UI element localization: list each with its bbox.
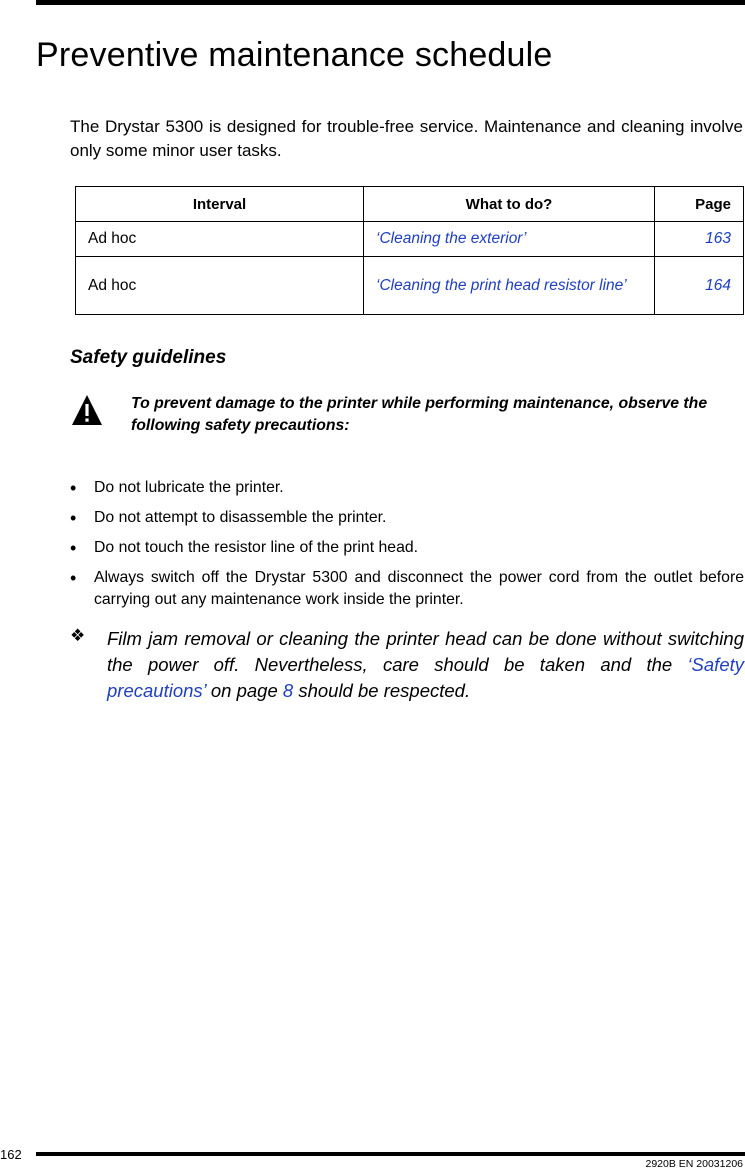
list-item [70, 507, 744, 529]
maintenance-schedule-table [75, 186, 744, 315]
bullet-icon: • [70, 508, 77, 528]
link-cleaning-exterior[interactable]: ‘Cleaning the exterior’ [376, 230, 527, 247]
bullet-icon: • [70, 538, 77, 558]
warning-triangle-icon [70, 393, 104, 427]
list-item [70, 537, 744, 559]
top-rule [36, 0, 745, 5]
link-page-8[interactable]: 8 [282, 680, 294, 701]
row-page-link[interactable] [655, 257, 744, 315]
note-text-middle: on page [205, 680, 283, 701]
link-page-164[interactable]: 164 [705, 276, 731, 294]
bullet-icon: • [70, 568, 77, 588]
row-interval: Ad hoc [76, 222, 364, 257]
note-block [70, 626, 744, 704]
note-text-after: should be respected. [293, 680, 471, 701]
header-what-to-do: What to do? [364, 187, 655, 222]
page-title: Preventive maintenance schedule [36, 36, 553, 74]
link-page-163[interactable]: 163 [705, 230, 731, 247]
note-text-before: Film jam removal or cleaning the printer head can be done without switching the power off. Nevertheless, care should be taken and the [107, 628, 744, 675]
safety-heading: Safety guidelines [70, 347, 227, 368]
row-interval: Ad hoc [76, 257, 364, 315]
bullet-text: Do not attempt to disassemble the printer. [94, 509, 387, 526]
bullet-icon: • [70, 478, 77, 498]
diamond-note-icon: ❖ [70, 626, 86, 645]
list-item [70, 477, 744, 499]
table-row [76, 222, 744, 257]
document-code: 2920B EN 20031206 [645, 1158, 743, 1170]
header-interval: Interval [76, 187, 364, 222]
list-item [70, 567, 744, 611]
link-cleaning-resistor-line[interactable]: ‘Cleaning the print head resistor line’ [376, 276, 627, 294]
table-row [76, 257, 744, 315]
safety-bullet-list [70, 477, 744, 619]
link-safety-precautions[interactable]: ‘Safety precautions’ [107, 654, 744, 701]
page-number: 162 [0, 1147, 22, 1162]
bottom-rule [36, 1152, 745, 1156]
table-header-row [76, 187, 744, 222]
row-page-link[interactable] [655, 222, 744, 257]
warning-text: To prevent damage to the printer while performing maintenance, observe the following safety precautions: [131, 395, 708, 434]
row-what-link[interactable] [364, 222, 655, 257]
header-page: Page [655, 187, 744, 222]
bullet-text: Do not touch the resistor line of the print head. [94, 539, 419, 556]
bullet-text: Do not lubricate the printer. [94, 479, 284, 496]
row-what-link[interactable] [364, 257, 655, 315]
note-text [107, 626, 744, 704]
bullet-text: Always switch off the Drystar 5300 and disconnect the power cord from the outlet before carrying out any maintenance work inside the printer. [94, 569, 744, 608]
intro-paragraph: The Drystar 5300 is designed for trouble-free service. Maintenance and cleaning involve only some minor user tasks. [70, 117, 743, 160]
